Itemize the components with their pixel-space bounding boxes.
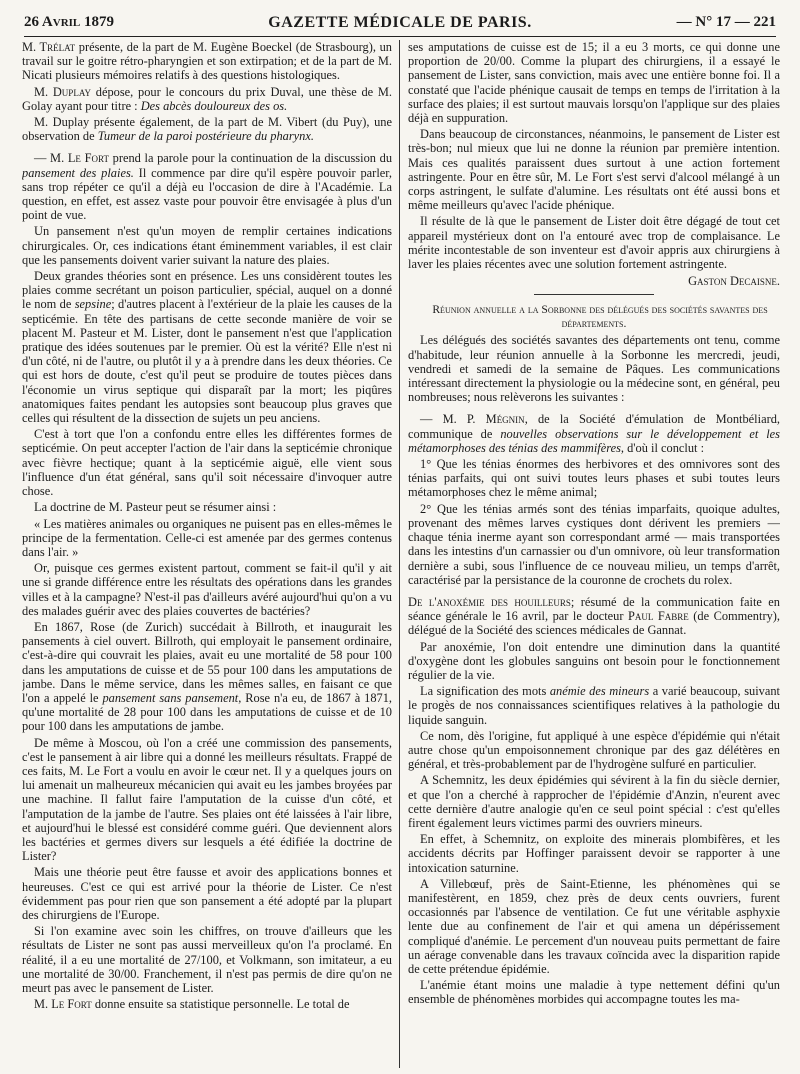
issue-page-number: — N° 17 — 221 [676,14,776,30]
paragraph: Les délégués des sociétés savantes des départements ont tenu, comme d'habitude, leur réunion annuelle à la Sorbonne les mercredi, jeudi, vendredi et samedi de la semaine de Pâques. Les communications intéressant directement la physiologie ou la médecine sont, en général, peu nombreuses; nous relèverons les suivantes : [408,333,780,405]
paragraph: Si l'on examine avec soin les chiffres, on trouve d'ailleurs que les résultats de Lister ne sont pas aussi merveilleux qu'on l'a proclamé. En réalité, il a eu une mortalité de 27/100, et Volkmann, son imitateur, a eu une mortalité de 30/00. Franchement, il n'est pas permis de dire qu'on ne meurt pas avec le pansement de Lister. [22,924,392,995]
paragraph: M. Le Fort donne ensuite sa statistique personnelle. Le total de [34,997,350,1012]
paragraph: M. Duplay présente également, de la part de M. Vibert (du Puy), une observation de Tumeur de la paroi postérieure du pharynx. [22,115,392,144]
paragraph: Deux grandes théories sont en présence. Les uns considèrent toutes les plaies comme secrétant un poison particulier, spécial, auquel on a donné le nom de sepsine; d'autres placent à l'extérieur de la plaie les causes de la septicémie. En tête des partisans de cette seconde manière de voir se placent M. Pasteur et M. Lister, dont le pansement n'est que l'application pratique des idées soutenues par le premier. Où est la vérité? Elle n'est ni d'un côté, ni de l'autre, ou plutôt il y a à prendre dans les deux théories. Ce qui est hors de doute, c'est qu'il peut se produire de toutes pièces dans l'économie un virus septique qui disparaît par la mort; les piqûres anatomiques faites pendant les autopsies sont beaucoup plus graves que celles qui résultent de la dissection de sujets un peu anciens. [22,269,392,426]
page-header [24,6,776,37]
quote-paragraph: « Les matières animales ou organiques ne puisent pas en elles-mêmes le principe de la fermentation. Celle-ci est amenée par des germes contenus dans l'air. » [22,516,392,559]
paragraph: — M. Le Fort prend la parole pour la continuation de la discussion du pansement des plaies. Il commence par dire qu'il espère pouvoir parler, sans trop répéter ce qu'il a déjà eu l'occasion de dire à l'Académie. La question, en effet, est assez vaste pour pouvoir être envisagée à plus d'un point de vue. [22,151,392,223]
paragraph: A Schemnitz, les deux épidémies qui sévirent à la fin du siècle dernier, et que l'on a cherché à rapprocher de l'épidémie d'Anzin, n'eurent avec cette dernière d'autre analogie qu'en ce seul point spécial : c'est qu'elles firent également leurs victimes parmi des ouvriers mineurs. [408,773,780,830]
paragraph: De même à Moscou, où l'on a créé une commission des pansements, c'est le pansement à air libre qui a donné les meilleurs résultats. Frappé de ces faits, M. Le Fort a voulu en avoir le cœur net. Il y a quelques jours on lui amenait un malheureux mécanicien qui avait eu les jambes broyées par une machine. Il fallut faire l'amputation de la cuisse d'un côté, et l'amputation de la jambe de l'autre. Ses plaies ont été laissées à l'air libre, et aujourd'hui le blessé est considéré comme guéri. Que deviennent alors les bactéries et germes divers sur lesquels a été édifiée la doctrine de Lister? [22,735,392,864]
paragraph: — M. P. Mégnin, de la Société d'émulation de Montbéliard, communique de nouvelles observations sur le développement et les métamorphoses des ténias des mammifères, d'où il conclut : [408,412,780,455]
right-column [408,40,780,1070]
journal-title: GAZETTE MÉDICALE DE PARIS. [268,14,532,31]
paragraph: Dans beaucoup de circonstances, néanmoins, le pansement de Lister est très-bon; nul mieux que lui ne donne la réunion par première intention. Mais ces qualités paraissent dues surtout à une action fortement astringente. Pour en être sûr, M. Le Fort s'est servi d'alcool mélangé à un corps astringent, le sulfate d'alumine. Les résultats ont été aussi bons et même meilleurs qu'avec l'acide phénique. [408,127,780,213]
paragraph: M. Duplay dépose, pour le concours du prix Duval, une thèse de M. Golay ayant pour titre : Des abcès douloureux des os. [22,84,392,113]
paragraph: Il résulte de là que le pansement de Lister doit être dégagé de tout cet appareil mystérieux dont on l'a entouré avec trop de complaisance. Le mérite incontestable de son inventeur est d'avoir appris aux chirurgiens à laver les plaies récentes avec une solution fortement astringente. [408,214,780,272]
section-title: Réunion annuelle a la Sorbonne des délégués des sociétés savantes des départements. [432,303,768,331]
paragraph: A Villebœuf, près de Saint-Etienne, les phénomènes qui se manifestèrent, en 1859, chez près de deux cents ouvriers, furent occasionnés par l'absence de ventilation. Ce fut une véritable asphyxie lente due au confinement de l'air et qui amena un dépérissement compliqué d'anémie. Le percement d'un nouveau puits permettant de faire un aérage convenable dans les travaux coïncida avec la disparition rapide de cette prétendue épidémie. [408,876,780,976]
paragraph: Un pansement n'est qu'un moyen de remplir certaines indications chirurgicales. Or, ces indications étant éminemment variables, il est clair que les pansements doivent varier suivant la nature des plaies. [22,224,392,267]
column-divider [399,40,400,1068]
paragraph: Or, puisque ces germes existent partout, comment se fait-il qu'il y ait une si grande différence entre les résultats des opérations dans les grandes villes et à la campagne? N'est-il pas d'ailleurs avéré aujourd'hui qu'on a vu des malades guérir avec des plaies couvertes de bactéries? [22,561,392,618]
paragraph: De l'anoxémie des houilleurs; résumé de la communication faite en séance générale le 16 avril, par le docteur Paul Fabre (de Commentry), délégué de la Société des sciences médicales de Gannat. [408,594,780,638]
paragraph: ses amputations de cuisse est de 15; il a eu 3 morts, ce qui donne une proportion de 20/00. Comme la plupart des chirurgiens, il a essayé le pansement de Lister, sans conviction, mais avec une entière bonne foi. Il a constaté que l'acide phénique causait de temps en temps de l'irritation à la surface des plaies; il est surtout mauvais lorsqu'on l'applique sur des plaies déjà en suppuration. [408,40,780,126]
paragraph: M. Trélat présente, de la part de M. Eugène Boeckel (de Strasbourg), un travail sur le goitre rétro-pharyngien et son extirpation; et de la part de M. Nicati plusieurs mémoires relatifs à des questions histologiques. [22,40,392,83]
author-signature: Gaston Decaisne. [688,274,780,289]
paragraph: 1° Que les ténias énormes des herbivores et des omnivores sont des ténias parfaits, qui ont suivi toutes leurs phases et subi toutes leurs métamorphoses chez le même animal; [408,457,780,500]
paragraph: La signification des mots anémie des mineurs a varié beaucoup, suivant le progès de nos connaissances scientifiques relatives à la pathologie du liquide sanguin. [408,684,780,727]
paragraph: C'est à tort que l'on a confondu entre elles les différentes formes de septicémie. On peut accepter l'action de l'air dans la septicémie chronique avec fièvre hectique; quant à la septicémie aiguë, elle vient sous l'influence d'un état général, sans qu'il soit nécessaire d'invoquer autre chose. [22,427,392,499]
section-divider [534,294,654,295]
paragraph: L'anémie étant moins une maladie à type nettement défini qu'un ensemble de phénomènes morbides qui accompagne toutes les ma- [408,978,780,1007]
paragraph: Mais une théorie peut être fausse et avoir des applications bonnes et heureuses. C'est ce qui est arrivé pour la théorie de Lister. Ce n'est évidemment pas pour rien que son pansement a été adopté par la plupart des chirurgiens de l'Europe. [22,865,392,922]
paragraph: En 1867, Rose (de Zurich) succédait à Billroth, et inaugurait les pansements à ciel ouvert. Billroth, qui employait le pansement ordinaire, c'est-à-dire qui couvrait les plaies, avait eu une mortalité de 58 pour 100 dans les amputations de cuisse et de 55 pour 100 dans les amputations de jambe. Dans le même service, dans les mêmes salles, en faisant ce que l'on a appelé le pansement sans pansement, Rose n'a eu, de 1867 à 1871, qu'une mortalité de 28 pour 100 dans les amputations de cuisse et de 10 pour 100 dans les amputations de jambe. [22,619,392,734]
paragraph: Ce nom, dès l'origine, fut appliqué à une espèce d'épidémie qui n'était autre chose qu'un empoisonnement chronique par des gaz délétères en général, et très-probablement par de l'hydrogène sulfuré en particulier. [408,728,780,772]
paragraph: En effet, à Schemnitz, on exploite des minerais plombifères, et les accidents décrits par Hoffinger paraissent devoir se rapporter à une intoxication saturnine. [408,832,780,875]
paragraph: Par anoxémie, l'on doit entendre une diminution dans la quantité d'oxygène dont les globules sanguins ont besoin pour le fonctionnement régulier de la vie. [408,639,780,682]
left-column [22,40,392,1070]
paragraph: La doctrine de M. Pasteur peut se résumer ainsi : [34,500,277,515]
issue-date: 26 Avril 1879 [24,14,115,30]
paragraph: 2° Que les ténias armés sont des ténias imparfaits, quoique adultes, provenant des mêmes larves cystiques dont dérivent les premiers — chaque ténia inerme ayant son correspondant armé — mais transportées dans les intestins d'un carnassier ou d'un omnivore, où leur transformation dernière a subi, sous l'influence de ce nouveau milieu, un temps d'arrêt, caractérisé par la persistance de la couronne de crochets du rolex. [408,501,780,587]
